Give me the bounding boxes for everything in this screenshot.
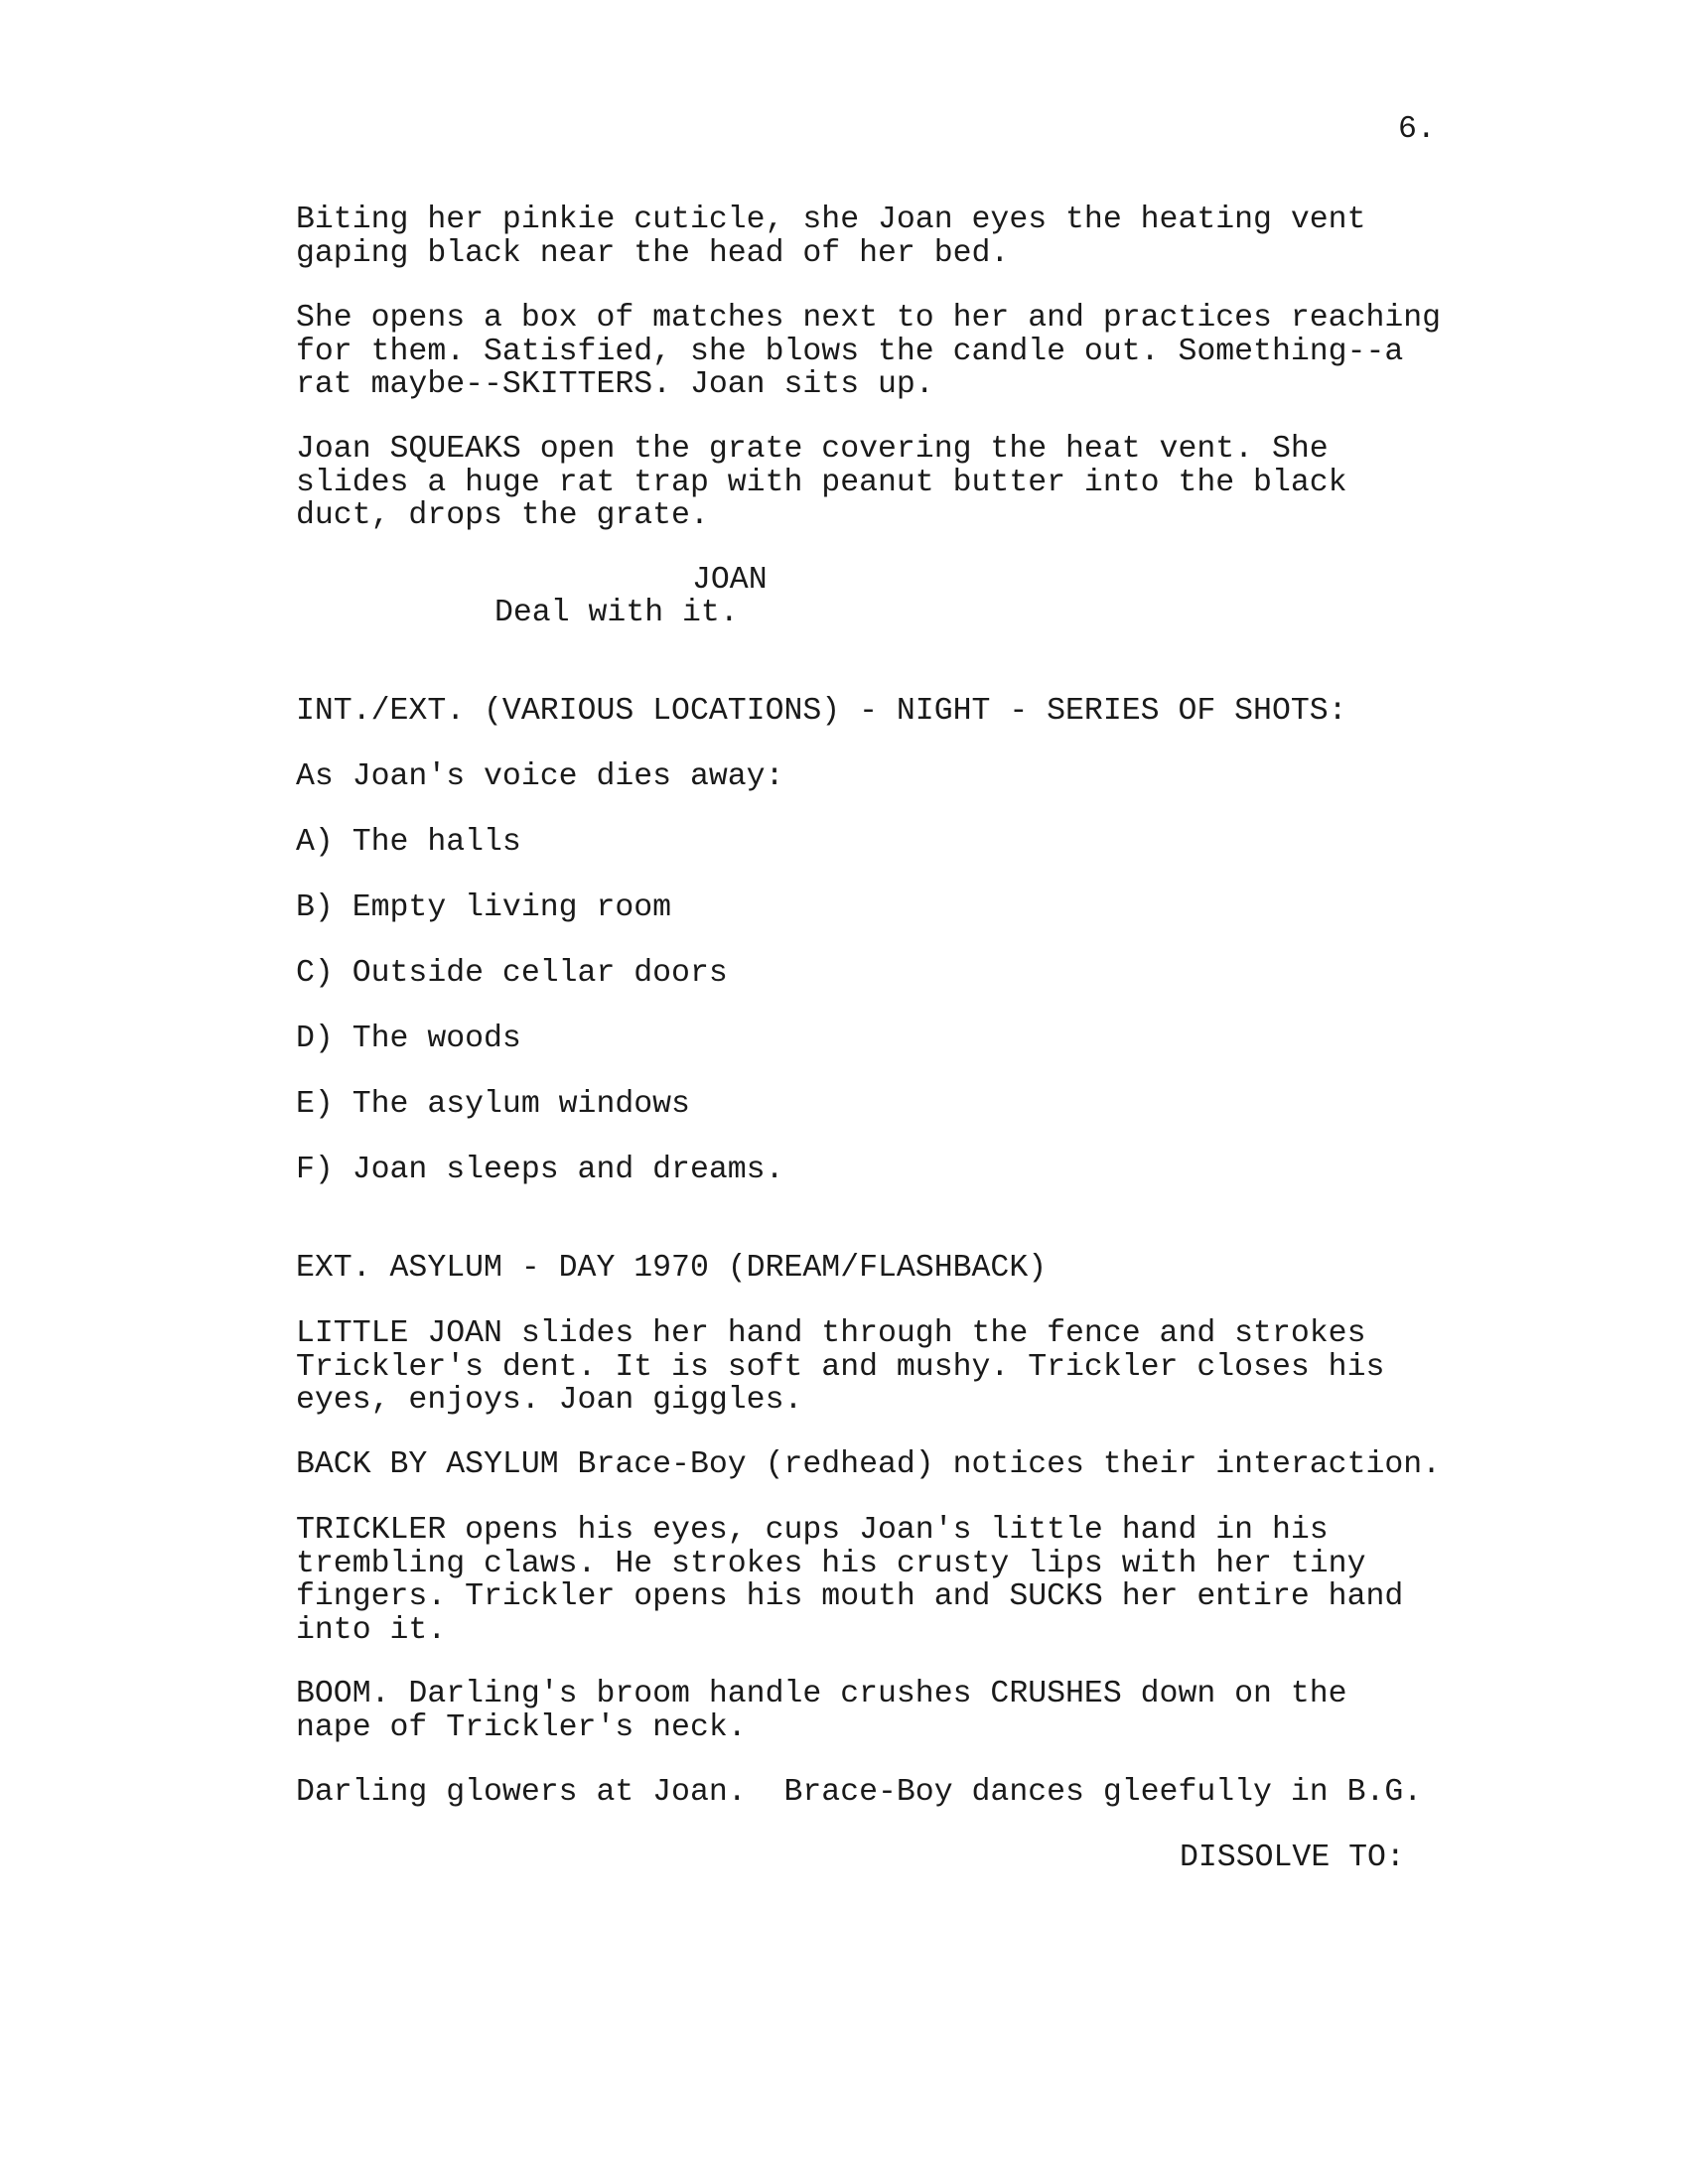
action-paragraph: As Joan's voice dies away: <box>296 759 784 794</box>
action-paragraph: BOOM. Darling's broom handle crushes CRUSHES down on the nape of Trickler's neck. <box>296 1677 1347 1745</box>
action-paragraph: Biting her pinkie cuticle, she Joan eyes the heating vent gaping black near the head of her bed. <box>296 203 1366 271</box>
shot-item: E) The asylum windows <box>296 1087 690 1122</box>
character-cue: JOAN <box>692 563 768 598</box>
shot-item: C) Outside cellar doors <box>296 956 728 991</box>
shot-item: D) The woods <box>296 1022 521 1056</box>
action-paragraph: BACK BY ASYLUM Brace-Boy (redhead) notices their interaction. <box>296 1447 1442 1482</box>
shot-item: F) Joan sleeps and dreams. <box>296 1153 784 1187</box>
shot-item: B) Empty living room <box>296 890 672 925</box>
page-number: 6. <box>1398 112 1436 147</box>
transition: DISSOLVE TO: <box>1180 1841 1405 1875</box>
shot-item: A) The halls <box>296 825 521 860</box>
scene-heading: EXT. ASYLUM - DAY 1970 (DREAM/FLASHBACK) <box>296 1251 1048 1286</box>
action-paragraph: TRICKLER opens his eyes, cups Joan's little hand in his trembling claws. He strokes his crusty lips with her tiny fingers. Trickler opens his mouth and SUCKS her entire hand into it. <box>296 1513 1404 1648</box>
action-paragraph: Darling glowers at Joan. Brace-Boy dances gleefully in B.G. <box>296 1775 1423 1810</box>
dialogue-line: Deal with it. <box>494 596 739 630</box>
action-paragraph: Joan SQUEAKS open the grate covering the heat vent. She slides a huge rat trap with peanut butter into the black duct, drops the grate. <box>296 432 1347 533</box>
action-paragraph: LITTLE JOAN slides her hand through the fence and strokes Trickler's dent. It is soft and mushy. Trickler closes his eyes, enjoys. Joan giggles. <box>296 1316 1385 1418</box>
scene-heading: INT./EXT. (VARIOUS LOCATIONS) - NIGHT - SERIES OF SHOTS: <box>296 694 1347 729</box>
action-paragraph: She opens a box of matches next to her and practices reaching for them. Satisfied, she blows the candle out. Something--a rat maybe--SKITTERS. Joan sits up. <box>296 301 1442 402</box>
